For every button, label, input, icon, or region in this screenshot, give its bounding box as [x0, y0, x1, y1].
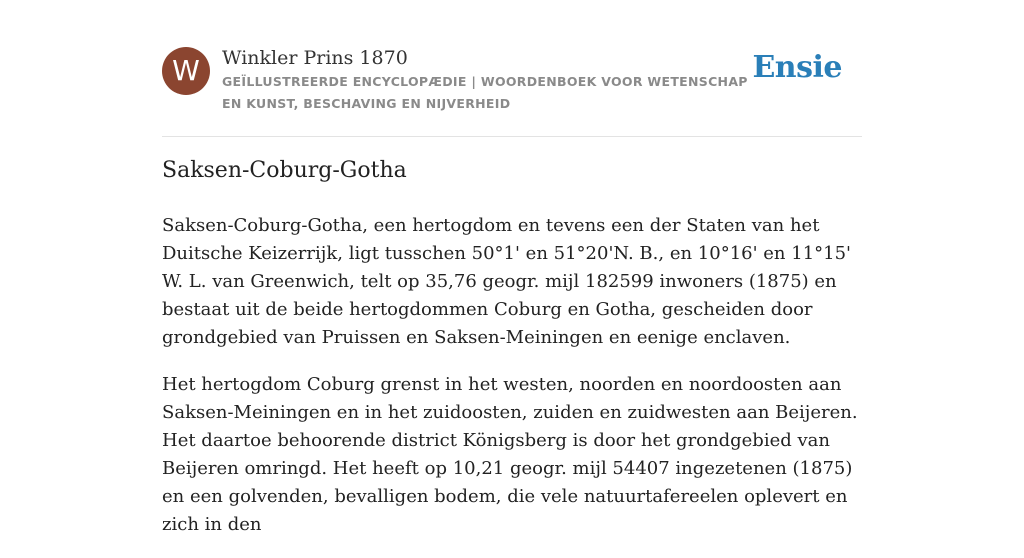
paragraph: Saksen-Coburg-Gotha, een hertogdom en tevens een der Staten van het Duitsche Keizerrijk, ligt tusschen 50°1' en 51°20'N. B., en 10°16' en 11°15' W. L. van Greenwich, telt op 35,76 geogr. mijl 182599 inwoners (1875) en bestaat uit de beide hertogdommen Coburg en Gotha, gescheiden door grondgebied van Pruissen en Saksen-Meiningen en eenige enclaven.: [162, 215, 851, 348]
source-info: [222, 45, 762, 115]
source-subtitle: GEÏLLUSTREERDE ENCYCLOPÆDIE | WOORDENBOEK VOOR WETENSCHAP EN KUNST, BESCHAVING EN NIJVERHEID: [222, 74, 748, 111]
source-title[interactable]: Winkler Prins 1870: [222, 47, 408, 69]
page: [162, 0, 862, 535]
article-body: [162, 212, 862, 558]
avatar[interactable]: W: [162, 47, 210, 95]
header: [162, 0, 862, 137]
page-title: Saksen-Coburg-Gotha: [162, 158, 407, 183]
ensie-logo[interactable]: Ensie: [752, 50, 842, 85]
paragraph: Het hertogdom Coburg grenst in het westen, noorden en noordoosten aan Saksen-Meiningen en in het zuidoosten, zuiden en zuidwesten aan Beijeren. Het daartoe behoorende district Königsberg is door het grondgebied van Beijeren omringd. Het heeft op 10,21 geogr. mijl 54407 ingezetenen (1875) en een golvenden, bevalligen bodem, die vele natuurtafereelen oplevert en zich in den: [162, 374, 858, 535]
